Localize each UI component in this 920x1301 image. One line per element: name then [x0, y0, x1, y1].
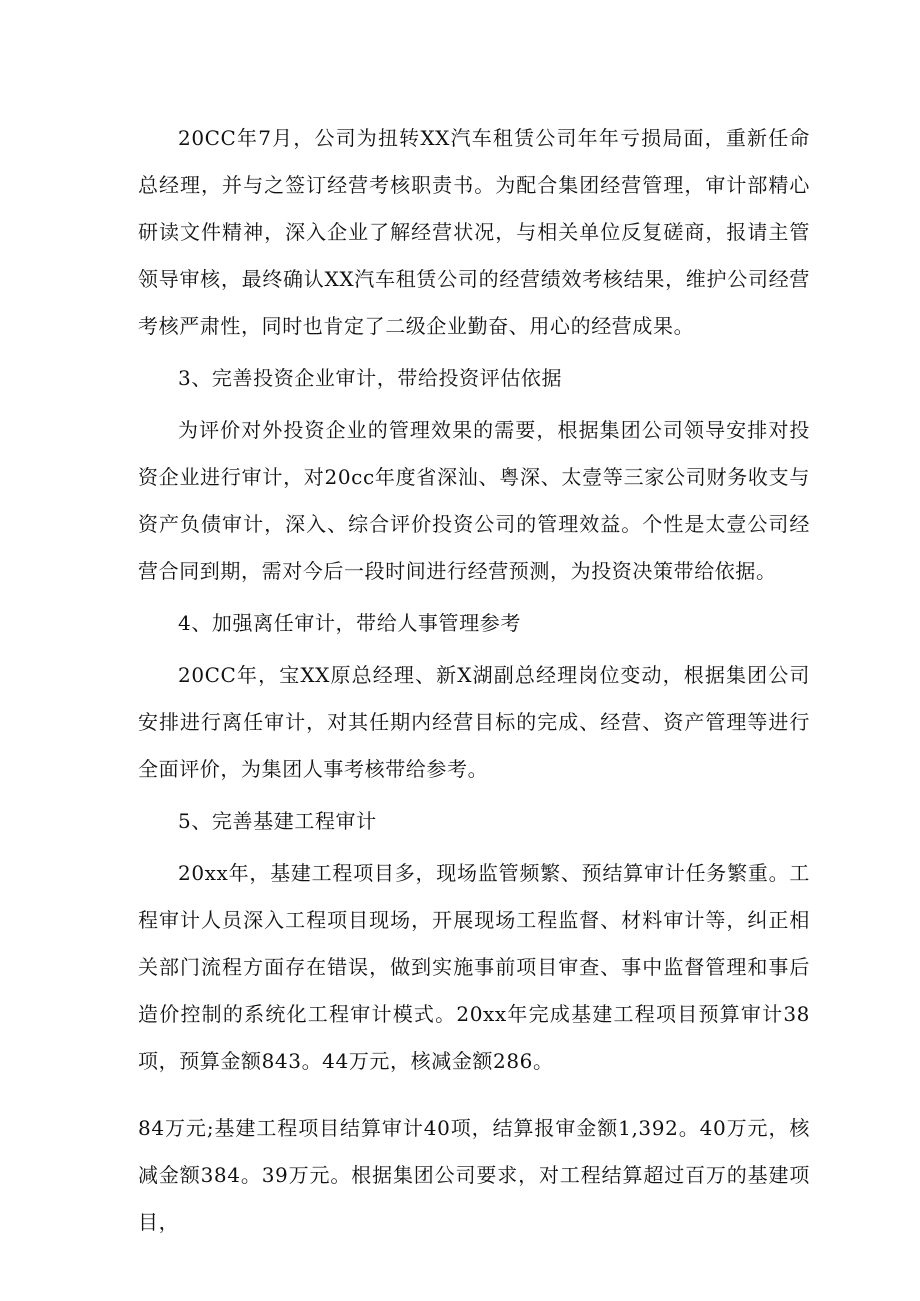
paragraph-rental-assessment: 20CC年7月，公司为扭转XX汽车租赁公司年年亏损局面，重新任命总经理，并与之签订经营考核职责书。为配合集团经营管理，审计部精心研读文件精神，深入企业了解经营状况，与相关单位反复磋商，报请主管领导审核，最终确认XX汽车租赁公司的经营绩效考核结果，维护公司经营考核严肃性，同时也肯定了二级企业勤奋、用心的经营成果。 — [138, 126, 810, 338]
heading-construction-audit: 5、完善基建工程审计 — [178, 809, 377, 833]
document-body-continued — [138, 1105, 810, 1246]
paragraph-construction-audit: 20xx年，基建工程项目多，现场监管频繁、预结算审计任务繁重。工程审计人员深入工程项目现场，开展现场工程监督、材料审计等，纠正相关部门流程方面存在错误，做到实施事前项目审查、事中监督管理和事后造价控制的系统化工程审计模式。20xx年完成基建工程项目预算审计38项，预算金额843。44万元，核减金额286。 — [138, 861, 810, 1073]
heading-departure-audit: 4、加强离任审计，带给人事管理参考 — [178, 611, 521, 635]
heading-investment-audit: 3、完善投资企业审计，带给投资评估依据 — [178, 366, 563, 390]
paragraph-construction-continued: 84万元;基建工程项目结算审计40项，结算报审金额1,392。40万元，核减金额384。39万元。根据集团公司要求，对工程结算超过百万的基建项目， — [138, 1116, 810, 1234]
paragraph-departure-audit: 20CC年，宝XX原总经理、新X湖副总经理岗位变动，根据集团公司安排进行离任审计，对其任期内经营目标的完成、经营、资产管理等进行全面评价，为集团人事考核带给参考。 — [138, 663, 810, 781]
document-body — [138, 115, 810, 1085]
paragraph-investment-audit: 为评价对外投资企业的管理效果的需要，根据集团公司领导安排对投资企业进行审计，对20cc年度省深汕、粤深、太壹等三家公司财务收支与资产负债审计，深入、综合评价投资公司的管理效益。个性是太壹公司经营合同到期，需对今后一段时间进行经营预测，为投资决策带给依据。 — [138, 418, 810, 583]
